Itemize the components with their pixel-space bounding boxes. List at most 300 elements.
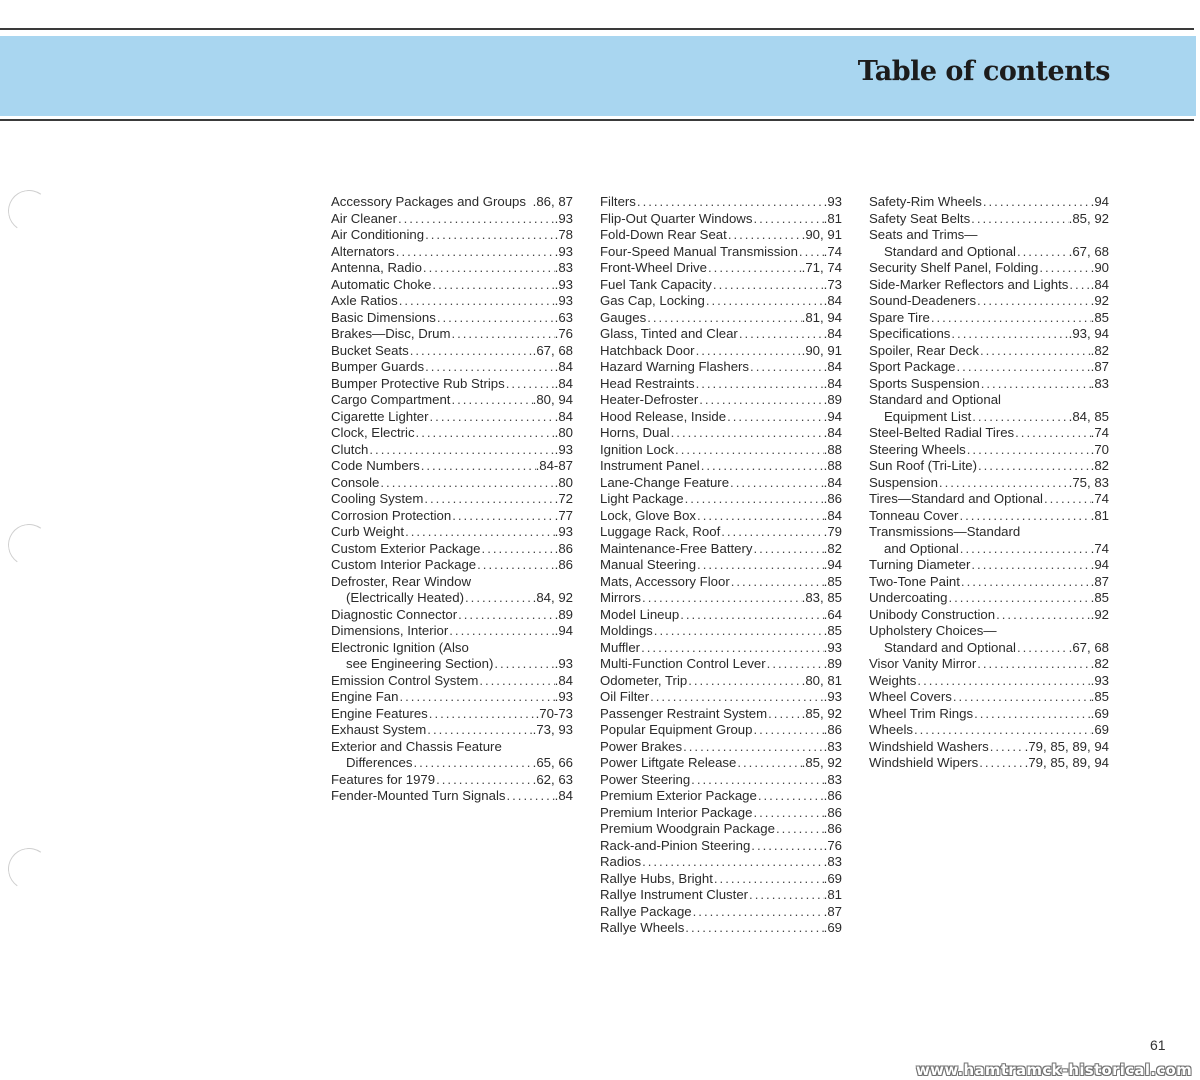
entry-label: Windshield Wipers [869, 755, 979, 770]
entry-page: .86 [823, 821, 842, 836]
dot-leader [435, 772, 533, 789]
index-entry [331, 425, 573, 442]
index-entry [331, 277, 573, 294]
index-entry [869, 310, 1109, 327]
index-entry [869, 640, 1109, 657]
dot-leader [450, 392, 532, 409]
dot-leader [412, 755, 532, 772]
entry-label: Standard and Optional [884, 243, 1016, 259]
index-entry [869, 524, 1109, 541]
entry-label: Fold-Down Rear Seat [600, 227, 727, 242]
entry-page: .84 [554, 375, 573, 391]
entry-page: .74 [1090, 491, 1109, 506]
index-entry [600, 293, 842, 310]
index-entry [869, 277, 1109, 294]
index-entry [600, 557, 842, 574]
entry-label: Suspension [869, 474, 938, 490]
entry-label: Passenger Restraint System [600, 705, 768, 721]
entry-page: .74 [1090, 425, 1109, 440]
entry-label: Ignition Lock [600, 441, 675, 457]
entry-label: Bumper Protective Rub Strips [331, 375, 505, 391]
dot-leader [674, 442, 824, 459]
dot-leader [436, 310, 555, 327]
index-entry [331, 293, 573, 310]
index-entry [869, 343, 1109, 360]
entry-page: .85 [823, 623, 842, 638]
entry-label: Cigarette Lighter [331, 408, 429, 424]
index-entry [869, 244, 1109, 261]
dot-leader [476, 557, 555, 574]
index-entry [331, 557, 573, 574]
entry-label: Tires—Standard and Optional [869, 491, 1043, 506]
index-entry [869, 689, 1109, 706]
entry-label: Multi-Function Control Lever [600, 656, 766, 671]
dot-leader [700, 458, 824, 475]
entry-label: Hazard Warning Flashers [600, 359, 750, 374]
entry-page: .75, 83 [1068, 474, 1109, 490]
entry-page: .85 [1090, 590, 1109, 605]
entry-label: Spare Tire [869, 309, 930, 325]
entry-label: Wheel Trim Rings [869, 705, 974, 721]
entry-label: Premium Exterior Package [600, 788, 757, 803]
entry-page: .84 [823, 507, 842, 523]
entry-page: .90, 91 [801, 342, 842, 358]
dot-leader [959, 541, 1091, 558]
index-entry [331, 260, 573, 277]
entry-page: .89 [554, 606, 573, 622]
index-column-1 [331, 194, 573, 805]
index-entry [869, 211, 1109, 228]
entry-label: Wheels [869, 722, 913, 737]
entry-page: .62, 63 [532, 771, 573, 787]
index-entry [600, 425, 842, 442]
entry-label: Basic Dimensions [331, 309, 436, 325]
index-entry [869, 376, 1109, 393]
entry-label: Safety-Rim Wheels [869, 194, 982, 209]
index-entry [600, 326, 842, 343]
dot-leader [698, 392, 823, 409]
entry-label: Moldings [600, 623, 653, 638]
entry-label: Bumper Guards [331, 359, 425, 374]
dot-leader [397, 211, 555, 228]
dot-leader [749, 359, 824, 376]
entry-label: Rallye Wheels [600, 920, 685, 935]
entry-page: .80 [554, 474, 573, 490]
entry-label: Hood Release, Inside [600, 408, 727, 424]
entry-page: .85 [1090, 309, 1109, 325]
entry-page: .73 [823, 276, 842, 292]
dot-leader [980, 376, 1091, 393]
entry-page: .93, 94 [1068, 326, 1109, 341]
entry-page: .93 [1090, 672, 1109, 688]
entry-page: .89 [823, 656, 842, 671]
entry-label: Windshield Washers [869, 738, 989, 754]
entry-page: .84 [1090, 276, 1109, 292]
entry-label: Heater-Defroster [600, 392, 699, 407]
entry-page: .71, 74 [801, 260, 842, 275]
dot-leader [757, 788, 824, 805]
index-entry [331, 524, 573, 541]
entry-label: Model Lineup [600, 606, 680, 622]
entry-page: .87 [1090, 359, 1109, 374]
entry-label: Cargo Compartment [331, 392, 451, 407]
entry-page: .69 [823, 920, 842, 935]
entry-label: Flip-Out Quarter Windows [600, 210, 753, 226]
entry-page: .93 [554, 210, 573, 226]
dot-leader [379, 475, 554, 492]
index-entry [869, 722, 1109, 739]
entry-label: Engine Features [331, 705, 428, 721]
index-entry [600, 871, 842, 888]
entry-label: Differences [346, 755, 413, 770]
entry-page: .84 [554, 408, 573, 424]
entry-label: Light Package [600, 491, 684, 506]
dot-leader [752, 805, 823, 822]
dot-leader [752, 211, 823, 228]
index-entry [600, 607, 842, 624]
index-entry [331, 442, 573, 459]
dot-leader [730, 574, 824, 591]
index-entry [331, 640, 573, 657]
entry-page: .67, 68 [1068, 243, 1109, 259]
index-entry [869, 541, 1109, 558]
index-entry [600, 475, 842, 492]
index-entry [331, 689, 573, 706]
entry-page: .76 [823, 837, 842, 853]
index-entry [869, 359, 1109, 376]
index-entry [600, 706, 842, 723]
entry-page: .90, 91 [801, 227, 842, 242]
dot-leader [989, 739, 1025, 756]
index-entry [600, 376, 842, 393]
dot-leader [966, 442, 1091, 459]
dot-leader [956, 359, 1091, 376]
dot-leader [978, 755, 1024, 772]
dot-leader [420, 458, 536, 475]
dot-leader [976, 656, 1090, 673]
entry-label: Luggage Rack, Roof [600, 524, 721, 539]
entry-page: .87 [1090, 573, 1109, 589]
index-entry [869, 475, 1109, 492]
entry-label: Hatchback Door [600, 342, 695, 358]
entry-page: .69 [1090, 722, 1109, 737]
index-entry [331, 211, 573, 228]
dot-leader [478, 673, 554, 690]
dot-leader [775, 821, 824, 838]
entry-page: .93 [554, 656, 573, 671]
entry-label: Sports Suspension [869, 375, 980, 391]
entry-page: .79, 85, 89, 94 [1024, 738, 1109, 754]
entry-page: .86 [823, 722, 842, 737]
index-entry [331, 673, 573, 690]
dot-leader [424, 227, 555, 244]
index-entry [600, 244, 842, 261]
entry-page: .84 [823, 326, 842, 341]
entry-page: .94 [554, 623, 573, 638]
entry-page: .82 [1090, 458, 1109, 473]
dot-leader [398, 689, 554, 706]
dot-leader [729, 475, 824, 492]
entry-page: .90 [1090, 260, 1109, 275]
entry-label: Four-Speed Manual Transmission [600, 243, 798, 259]
dot-leader [649, 689, 824, 706]
entry-label: Mirrors [600, 590, 642, 605]
dot-leader [641, 854, 824, 871]
index-entry [331, 739, 573, 756]
index-entry [331, 772, 573, 789]
dot-leader [727, 227, 802, 244]
entry-page: .83 [823, 738, 842, 754]
index-entry [331, 310, 573, 327]
entry-label: Dimensions, Interior [331, 623, 449, 638]
index-entry [331, 359, 573, 376]
index-entry [869, 706, 1109, 723]
dot-leader [720, 524, 823, 541]
entry-page: .85, 92 [801, 705, 842, 721]
entry-label: Seats and Trims— [869, 227, 978, 242]
index-entry [331, 788, 573, 805]
entry-label: Maintenance-Free Battery [600, 540, 753, 556]
dot-leader [695, 376, 824, 393]
entry-label: Fuel Tank Capacity [600, 276, 712, 292]
index-entry [600, 755, 842, 772]
index-entry [331, 722, 573, 739]
entry-page: .72 [554, 491, 573, 506]
index-entry [600, 227, 842, 244]
dot-leader [428, 706, 536, 723]
index-entry [331, 244, 573, 261]
entry-label: Premium Interior Package [600, 804, 753, 820]
index-entry [331, 392, 573, 409]
entry-label: see Engineering Section) [346, 656, 494, 671]
entry-page: .84, 92 [532, 590, 573, 605]
entry-page: .93 [823, 194, 842, 209]
entry-page: .85, 92 [1068, 210, 1109, 226]
dot-leader [696, 508, 824, 525]
entry-page: .82 [1090, 656, 1109, 671]
entry-label: Alternators [331, 243, 395, 259]
entry-label: Filters [600, 194, 636, 209]
entry-label: Lock, Glove Box [600, 507, 697, 523]
page-title: Table of contents [857, 56, 1110, 87]
dot-leader [429, 409, 555, 426]
dot-leader [705, 293, 824, 310]
entry-label: Front-Wheel Drive [600, 260, 707, 275]
index-entry [600, 656, 842, 673]
entry-label: Bucket Seats [331, 342, 409, 358]
entry-page: .83 [1090, 375, 1109, 391]
dot-leader [952, 689, 1091, 706]
index-entry [869, 260, 1109, 277]
entry-label: Rallye Instrument Cluster [600, 887, 749, 902]
entry-label: Side-Marker Reflectors and Lights [869, 276, 1069, 292]
index-entry [600, 194, 842, 211]
entry-label: Sound-Deadeners [869, 293, 977, 308]
entry-label: Exhaust System [331, 722, 427, 737]
dot-leader [404, 524, 555, 541]
entry-label: Code Numbers [331, 458, 420, 473]
index-entry [600, 260, 842, 277]
entry-label: Instrument Panel [600, 458, 700, 473]
dot-leader [423, 491, 554, 508]
entry-page: .69 [1090, 705, 1109, 721]
index-entry [331, 607, 573, 624]
entry-page: .84 [554, 359, 573, 374]
entry-label: Corrosion Protection [331, 507, 452, 523]
index-entry [600, 904, 842, 921]
index-entry [600, 508, 842, 525]
entry-page: .93 [823, 689, 842, 704]
index-entry [869, 442, 1109, 459]
entry-label: Sport Package [869, 359, 956, 374]
binder-hole [5, 187, 54, 236]
entry-label: Security Shelf Panel, Folding [869, 260, 1039, 275]
entry-page: .94 [1090, 194, 1109, 209]
entry-label: Standard and Optional [884, 639, 1016, 655]
index-entry [600, 920, 842, 937]
index-entry [600, 491, 842, 508]
index-entry [600, 805, 842, 822]
entry-label: Turning Diameter [869, 557, 971, 572]
dot-leader [690, 772, 823, 789]
dot-leader [738, 326, 824, 343]
index-entry [600, 359, 842, 376]
entry-page: .80, 81 [801, 672, 842, 688]
dot-leader [687, 673, 801, 690]
dot-leader [422, 260, 555, 277]
dot-leader [1043, 491, 1091, 508]
dot-leader [977, 458, 1091, 475]
index-entry [331, 343, 573, 360]
dot-leader [707, 260, 802, 277]
index-entry [600, 590, 842, 607]
dot-leader [950, 326, 1068, 343]
entry-label: Standard and Optional [869, 392, 1001, 407]
index-entry [331, 623, 573, 640]
entry-label: Safety Seat Belts [869, 210, 971, 226]
entry-page: .79 [823, 524, 842, 539]
dot-leader [958, 508, 1090, 525]
index-entry [869, 656, 1109, 673]
entry-page: .84 [823, 474, 842, 490]
entry-page: .83 [554, 260, 573, 275]
entry-page: .86 [823, 804, 842, 820]
index-entry [331, 755, 573, 772]
entry-page: .93 [554, 276, 573, 292]
entry-page: .73, 93 [532, 722, 573, 737]
index-entry [869, 227, 1109, 244]
dot-leader [766, 656, 824, 673]
entry-page: .81 [823, 210, 842, 226]
entry-label: Rallye Hubs, Bright [600, 870, 713, 886]
entry-page: .84-87 [535, 458, 573, 473]
entry-label: Spoiler, Rear Deck [869, 342, 979, 358]
entry-label: Visor Vanity Mirror [869, 656, 977, 671]
entry-label: Popular Equipment Group [600, 722, 753, 737]
index-entry [869, 755, 1109, 772]
entry-page: .80 [554, 425, 573, 440]
entry-page: .74 [1090, 540, 1109, 556]
entry-page: .84 [823, 293, 842, 308]
entry-label: Oil Filter [600, 689, 650, 704]
binder-hole [5, 845, 54, 894]
dot-leader [973, 706, 1091, 723]
entry-page: .82 [1090, 342, 1109, 358]
entry-page: .93 [554, 441, 573, 457]
entry-page: .88 [823, 458, 842, 473]
entry-label: Gas Cap, Locking [600, 293, 705, 308]
dot-leader [971, 409, 1068, 426]
entry-page: .86 [823, 788, 842, 803]
entry-page: .84 [823, 425, 842, 440]
index-entry [600, 838, 842, 855]
entry-label: Head Restraints [600, 375, 695, 391]
dot-leader [982, 194, 1091, 211]
index-entry [331, 227, 573, 244]
entry-label: Glass, Tinted and Clear [600, 326, 738, 341]
dot-leader [481, 541, 555, 558]
entry-page: .84 [823, 359, 842, 374]
index-entry [600, 689, 842, 706]
entry-label: Rack-and-Pinion Steering [600, 837, 751, 853]
index-entry [869, 508, 1109, 525]
index-entry [869, 590, 1109, 607]
index-entry [600, 541, 842, 558]
index-entry [600, 788, 842, 805]
index-entry [331, 574, 573, 591]
entry-label: Console [331, 474, 380, 490]
index-entry [600, 277, 842, 294]
index-entry [600, 458, 842, 475]
dot-leader [679, 607, 823, 624]
entry-label: Radios [600, 854, 642, 869]
entry-label: Manual Steering [600, 557, 697, 572]
index-entry [869, 326, 1109, 343]
entry-page: .87 [823, 903, 842, 919]
dot-leader [913, 722, 1091, 739]
index-entry [600, 887, 842, 904]
dot-leader [930, 310, 1091, 327]
dot-leader [726, 409, 824, 426]
dot-leader [505, 788, 554, 805]
index-entry [600, 392, 842, 409]
entry-label: Automatic Choke [331, 276, 432, 292]
index-entry [600, 343, 842, 360]
page-number: 61 [1150, 1037, 1166, 1053]
entry-label: Antenna, Radio [331, 260, 422, 275]
entry-page: .82 [823, 540, 842, 556]
entry-label: and Optional [884, 540, 959, 556]
dot-leader [431, 277, 554, 294]
dot-leader [750, 838, 823, 855]
dot-leader [451, 508, 554, 525]
index-entry [331, 409, 573, 426]
index-entry [331, 656, 573, 673]
entry-page: .84 [554, 672, 573, 688]
index-entry [600, 623, 842, 640]
dot-leader [415, 425, 555, 442]
index-entry [869, 491, 1109, 508]
entry-label: Fender-Mounted Turn Signals [331, 788, 506, 803]
dot-leader [448, 623, 554, 640]
dot-leader [995, 607, 1091, 624]
index-entry [869, 458, 1109, 475]
entry-label: Custom Exterior Package [331, 540, 481, 556]
entry-label: Engine Fan [331, 689, 399, 704]
dot-leader [653, 623, 824, 640]
index-entry [600, 821, 842, 838]
index-entry [600, 524, 842, 541]
